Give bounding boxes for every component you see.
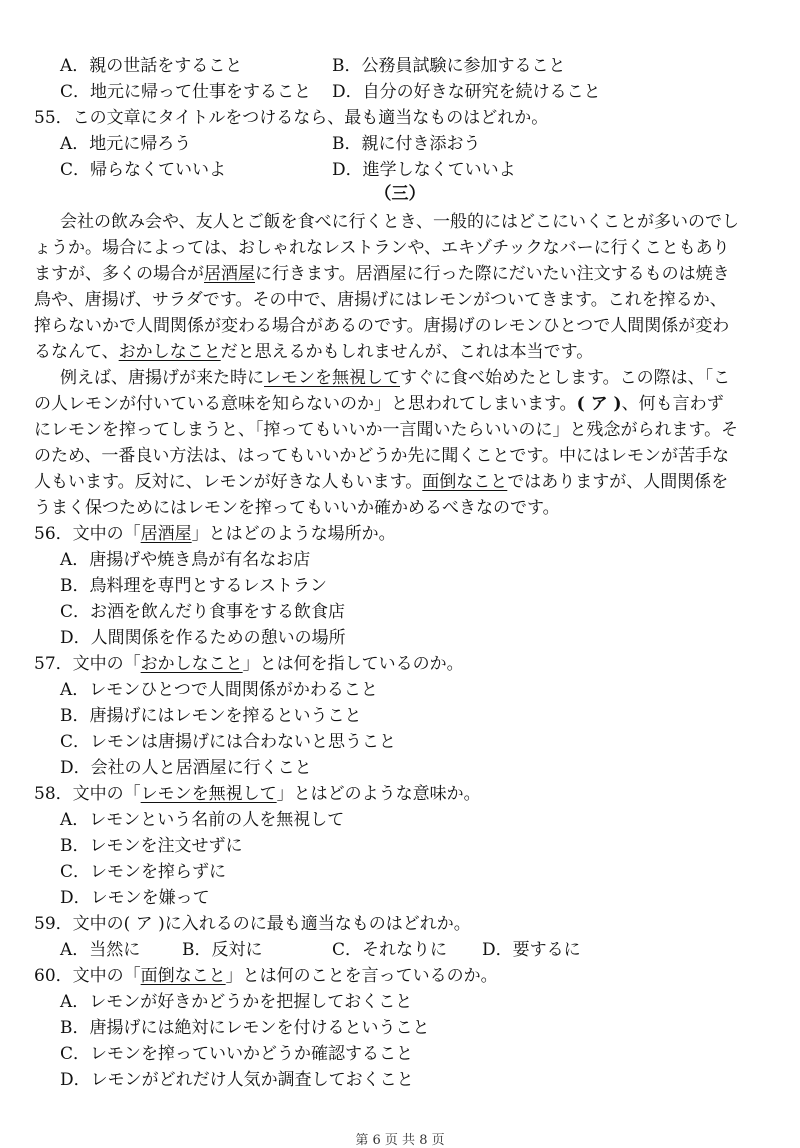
q58-option-b: B．レモンを注文せずに xyxy=(60,836,243,856)
stem-text: 」とはどのような場所か。 xyxy=(191,524,396,544)
q60-option-a: A．レモンが好きかどうかを把握しておくこと xyxy=(60,992,413,1012)
q60-stem xyxy=(34,968,498,985)
page-footer: 第 6 页 共 8 页 xyxy=(355,1133,445,1148)
q59-stem: 59．文中の( ア )に入れるのに最も適当なものはどれか。 xyxy=(34,914,471,934)
stem-text: 」とは何を指しているのか。 xyxy=(242,654,464,674)
q56-option-a: A．唐揚げや焼き鳥が有名なお店 xyxy=(60,550,311,570)
q55-stem: 55．この文章にタイトルをつけるなら、最も適当なものはどれか。 xyxy=(34,108,549,128)
passage-line xyxy=(34,474,728,491)
passage-line xyxy=(60,370,730,387)
passage-text: すぐに食べ始めたとします。この際は、「こ xyxy=(400,368,731,388)
underlined-okashinakoto: おかしなこと xyxy=(118,342,221,362)
passage-text: 人もいます。反対に、レモンが好きな人もいます。 xyxy=(34,472,423,492)
passage-text: 、何も言わず xyxy=(621,394,724,414)
q56-option-c: C．お酒を飲んだり食事をする飲食店 xyxy=(60,602,346,622)
q55-option-d: D．進学しなくていいよ xyxy=(332,160,516,180)
stem-underlined: 面倒なこと xyxy=(140,966,226,986)
q54-option-a: A．親の世話をすること xyxy=(60,56,243,76)
q57-stem xyxy=(34,656,464,673)
stem-text: 60．文中の「 xyxy=(34,966,141,986)
section-title: （三） xyxy=(374,184,426,204)
stem-text: 57．文中の「 xyxy=(34,654,141,674)
passage-text: に行きます。居酒屋に行った際にだいたい注文するものは焼き xyxy=(255,264,730,284)
underlined-izakaya: 居酒屋 xyxy=(204,264,255,284)
passage-line xyxy=(34,344,593,361)
q54-option-d: D．自分の好きな研究を続けること xyxy=(332,82,601,102)
q55-option-c: C．帰らなくていいよ xyxy=(60,160,227,180)
q59-option-a: A．当然に xyxy=(60,940,141,960)
passage-line xyxy=(34,396,724,413)
passage-text: ではありますが、人間関係を xyxy=(507,472,729,492)
passage-line: にレモンを搾ってしまうと、「搾ってもいいか一言聞いたらいいのに」と残念がられます。そ xyxy=(34,420,739,440)
stem-underlined: おかしなこと xyxy=(140,654,243,674)
q56-option-b: B．鳥料理を専門とするレストラン xyxy=(60,576,327,596)
passage-text: の人レモンが付いている意味を知らないのか」と思われてしまいます。 xyxy=(34,394,577,414)
q58-stem xyxy=(34,786,481,803)
q60-option-d: D．レモンがどれだけ人気か調査しておくこと xyxy=(60,1070,414,1090)
passage-text: ますが、多くの場合が xyxy=(34,264,204,284)
passage-text: だと思えるかもしれませんが、これは本当です。 xyxy=(220,342,594,362)
stem-underlined: 居酒屋 xyxy=(140,524,192,544)
passage-text: 例えば、唐揚げが来た時に xyxy=(60,368,264,388)
q57-option-a: A．レモンひとつで人間関係がかわること xyxy=(60,680,378,700)
underlined-mendounakoto: 面倒なこと xyxy=(422,472,508,492)
stem-text: 58．文中の「 xyxy=(34,784,141,804)
stem-underlined: レモンを無視して xyxy=(140,784,277,804)
passage-text: るなんて、 xyxy=(34,342,119,362)
q60-option-c: C．レモンを搾っていいかどうか確認すること xyxy=(60,1044,414,1064)
q59-option-d: D．要するに xyxy=(482,940,581,960)
passage-line: うまく保つためにはレモンを搾ってもいいか確かめるべきなのです。 xyxy=(34,498,560,518)
passage-line: 搾らないかで人間関係が変わる場合があるのです。唐揚げのレモンひとつで人間関係が変わ xyxy=(34,316,730,336)
q55-option-b: B．親に付き添おう xyxy=(332,134,481,154)
q57-option-c: C．レモンは唐揚げには合わないと思うこと xyxy=(60,732,397,752)
stem-text: 」とはどのような意味か。 xyxy=(276,784,481,804)
q58-option-d: D．レモンを嫌って xyxy=(60,888,210,908)
q56-option-d: D．人間関係を作るための憩いの場所 xyxy=(60,628,346,648)
q54-option-c: C．地元に帰って仕事をすること xyxy=(60,82,312,102)
passage-line: 鳥や、唐揚げ、サラダです。その中で、唐揚げにはレモンがついてきます。これを搾るか、 xyxy=(34,290,727,310)
stem-text: 56．文中の「 xyxy=(34,524,141,544)
passage-line: のため、一番良い方法は、はってもいいかどうか先に聞くことです。中にはレモンが苦手な xyxy=(34,446,729,466)
q58-option-a: A．レモンという名前の人を無視して xyxy=(60,810,345,830)
q57-option-d: D．会社の人と居酒屋に行くこと xyxy=(60,758,312,778)
q60-option-b: B．唐揚げには絶対にレモンを付けるということ xyxy=(60,1018,430,1038)
q58-option-c: C．レモンを搾らずに xyxy=(60,862,227,882)
passage-line: 会社の飲み会や、友人とご飯を食べに行くとき、一般的にはどこにいくことが多いのでし xyxy=(60,212,739,232)
passage-line xyxy=(34,266,730,283)
q57-option-b: B．唐揚げにはレモンを搾るということ xyxy=(60,706,362,726)
q54-option-b: B．公務員試験に参加すること xyxy=(332,56,566,76)
q55-option-a: A．地元に帰ろう xyxy=(60,134,192,154)
q59-option-b: B．反対に xyxy=(182,940,263,960)
underlined-lemon-mushi: レモンを無視して xyxy=(264,368,400,388)
q59-option-c: C．それなりに xyxy=(332,940,448,960)
blank-a: ( ア ) xyxy=(576,394,622,414)
stem-text: 」とは何のことを言っているのか。 xyxy=(225,966,498,986)
passage-line: ょうか。場合によっては、おしゃれなレストランや、エキゾチックなバーに行くこともあり xyxy=(34,238,730,258)
q56-stem xyxy=(34,526,396,543)
